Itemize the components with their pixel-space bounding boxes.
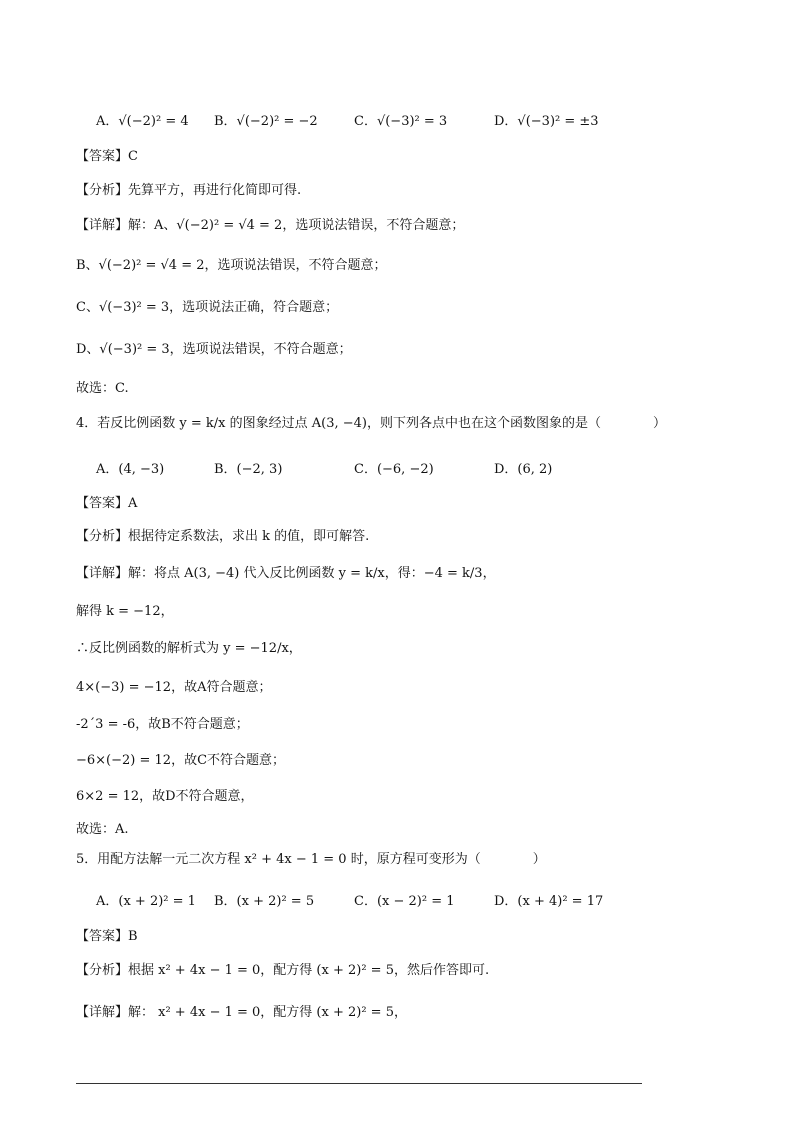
q3-detail-line-1: 【详解】解：A、√(−2)² = √4 = 2，选项说法错误，不符合题意； [76, 218, 465, 233]
q4-option-b: B．(−2, 3) [214, 462, 283, 477]
q5-option-d: D．(x + 4)² = 17 [494, 894, 604, 909]
footer-divider [76, 1083, 642, 1084]
q4-option-c: C．(−6, −2) [354, 462, 434, 477]
q4-detail-line-2: 解得 k = −12， [76, 604, 174, 619]
q3-option-a: A．√(−2)² = 4 [96, 114, 189, 129]
q3-option-c: C．√(−3)² = 3 [354, 114, 448, 129]
q3-detail-line-2: B、√(−2)² = √4 = 2，选项说法错误，不符合题意； [76, 258, 387, 273]
q3-detail-line-3: C、√(−3)² = 3，选项说法正确，符合题意； [76, 300, 339, 315]
q4-detail-line-6: −6×(−2) = 12，故C不符合题意； [76, 753, 286, 768]
q4-option-a: A．(4, −3) [96, 462, 165, 477]
q5-option-b: B．(x + 2)² = 5 [214, 894, 315, 909]
q4-detail-line-5: -2´3 = -6，故B不符合题意； [76, 717, 249, 732]
q5-stem: 5．用配方法解一元二次方程 x² + 4x − 1 = 0 时，原方程可变形为（ ） [76, 852, 546, 867]
q4-detail-line-4: 4×(−3) = −12，故A符合题意； [76, 680, 272, 695]
q4-detail-line-1: 【详解】解：将点 A(3, −4) 代入反比例函数 y = k/x，得：−4 = k/3， [76, 566, 496, 581]
q5-analysis: 【分析】根据 x² + 4x − 1 = 0，配方得 (x + 2)² = 5，然后作答即可. [76, 963, 490, 978]
q3-answer: 【答案】C [76, 149, 138, 164]
q5-answer: 【答案】B [76, 929, 138, 944]
q4-conclusion: 故选：A. [76, 822, 129, 837]
q4-stem: 4．若反比例函数 y = k/x 的图象经过点 A(3, −4)，则下列各点中也在这个函数图象的是（ ） [76, 416, 666, 431]
q3-analysis: 【分析】先算平方，再进行化简即可得. [76, 183, 302, 198]
q5-option-a: A．(x + 2)² = 1 [96, 894, 196, 909]
q3-option-d: D．√(−3)² = ±3 [494, 114, 599, 129]
q4-answer: 【答案】A [76, 496, 138, 511]
q3-option-b: B．√(−2)² = −2 [214, 114, 318, 129]
q4-detail-line-7: 6×2 = 12，故D不符合题意， [76, 789, 254, 804]
q5-option-c: C．(x − 2)² = 1 [354, 894, 455, 909]
q5-detail-line-1: 【详解】解： x² + 4x − 1 = 0，配方得 (x + 2)² = 5， [76, 1005, 407, 1020]
q3-conclusion: 故选：C. [76, 381, 129, 396]
q3-detail-line-4: D、√(−3)² = 3，选项说法错误，不符合题意； [76, 342, 352, 357]
q4-option-d: D．(6, 2) [494, 462, 553, 477]
q4-detail-line-3: ∴反比例函数的解析式为 y = −12/x， [76, 641, 302, 656]
q4-analysis: 【分析】根据待定系数法，求出 k 的值，即可解答. [76, 529, 370, 544]
